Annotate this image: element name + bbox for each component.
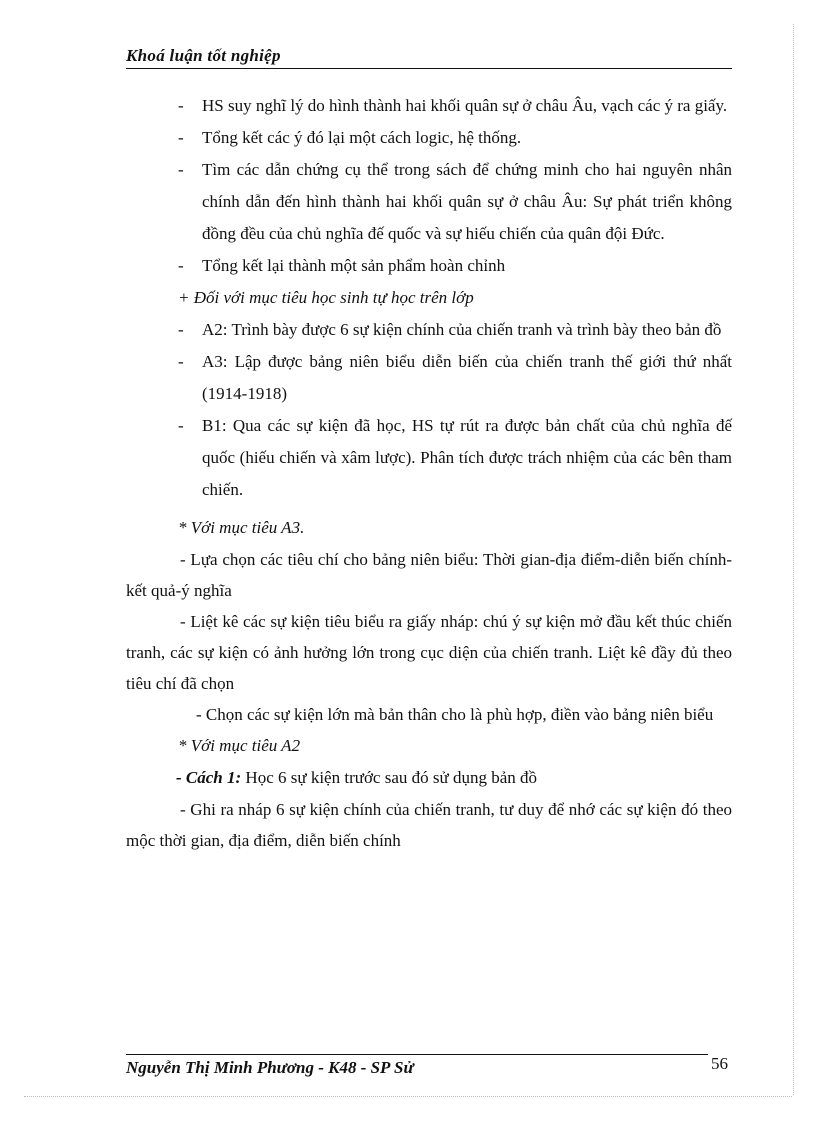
a2-heading: * Với mục tiêu A2	[178, 736, 301, 755]
document-body	[126, 90, 732, 856]
list-item: - Tìm các dẫn chứng cụ thể trong sách để chứng minh cho hai nguyên nhân chính dẫn đến hình thành hai khối quân sự ở châu Âu: Sự phát triển không đồng đều của chủ nghĩa đế quốc và sự hiếu chiến của quân đội Đức.	[126, 154, 732, 250]
list-item: - A2: Trình bày được 6 sự kiện chính của chiến tranh và trình bày theo bản đồ	[126, 314, 732, 346]
method-text: Học 6 sự kiện trước sau đó sử dụng bản đồ	[241, 768, 538, 787]
bullet-dash: -	[178, 128, 184, 147]
bullet-dash: -	[178, 352, 184, 371]
list-item: - A3: Lập được bảng niên biểu diễn biến của chiến tranh thế giới thứ nhất (1914-1918)	[126, 346, 732, 410]
header-title: Khoá luận tốt nghiệp	[126, 46, 281, 65]
page-number: 56	[711, 1054, 728, 1073]
list-item: - B1: Qua các sự kiện đã học, HS tự rút ra được bản chất của chủ nghĩa đế quốc (hiếu chiến và xâm lược). Phân tích được trách nhiệm của các bên tham chiến.	[126, 410, 732, 506]
list-item: - HS suy nghĩ lý do hình thành hai khối quân sự ở châu Âu, vạch các ý ra giấy.	[126, 90, 732, 122]
bullet-dash: -	[178, 416, 184, 435]
page-header	[126, 48, 732, 69]
list-item: - Tổng kết lại thành một sản phẩm hoàn chỉnh	[126, 250, 732, 282]
footer-rule	[126, 1054, 708, 1055]
bullet-dash: -	[178, 160, 184, 179]
method-line	[126, 762, 732, 794]
list-item: - Tổng kết các ý đó lại một cách logic, hệ thống.	[126, 122, 732, 154]
footer-author: Nguyễn Thị Minh Phương - K48 - SP Sử	[126, 1058, 414, 1077]
paragraph: - Liệt kê các sự kiện tiêu biểu ra giấy nháp: chú ý sự kiện mở đầu kết thúc chiến tranh, các sự kiện có ảnh hưởng lớn trong cục diện của chiến tranh. Liệt kê đầy đủ theo tiêu chí đã chọn	[126, 612, 732, 693]
method-label: - Cách 1:	[176, 768, 242, 787]
section-label: + Đối với mục tiêu học sinh tự học trên lớp	[178, 288, 474, 307]
a3-heading: * Với mục tiêu A3.	[178, 518, 305, 537]
page-border-bottom	[24, 1096, 792, 1097]
paragraph: - Lựa chọn các tiêu chí cho bảng niên biểu: Thời gian-địa điểm-diễn biến chính-kết quả-ý nghĩa	[126, 550, 732, 600]
bullet-dash: -	[178, 320, 184, 339]
page-border-right	[793, 24, 794, 1095]
bullet-dash: -	[178, 96, 184, 115]
paragraph: - Ghi ra nháp 6 sự kiện chính của chiến tranh, tư duy để nhớ các sự kiện đó theo mộc thời gian, địa điểm, diễn biến chính	[126, 800, 732, 850]
bullet-dash: -	[178, 256, 184, 275]
paragraph: - Chọn các sự kiện lớn mà bản thân cho là phù hợp, điền vào bảng niên biểu	[196, 705, 714, 724]
